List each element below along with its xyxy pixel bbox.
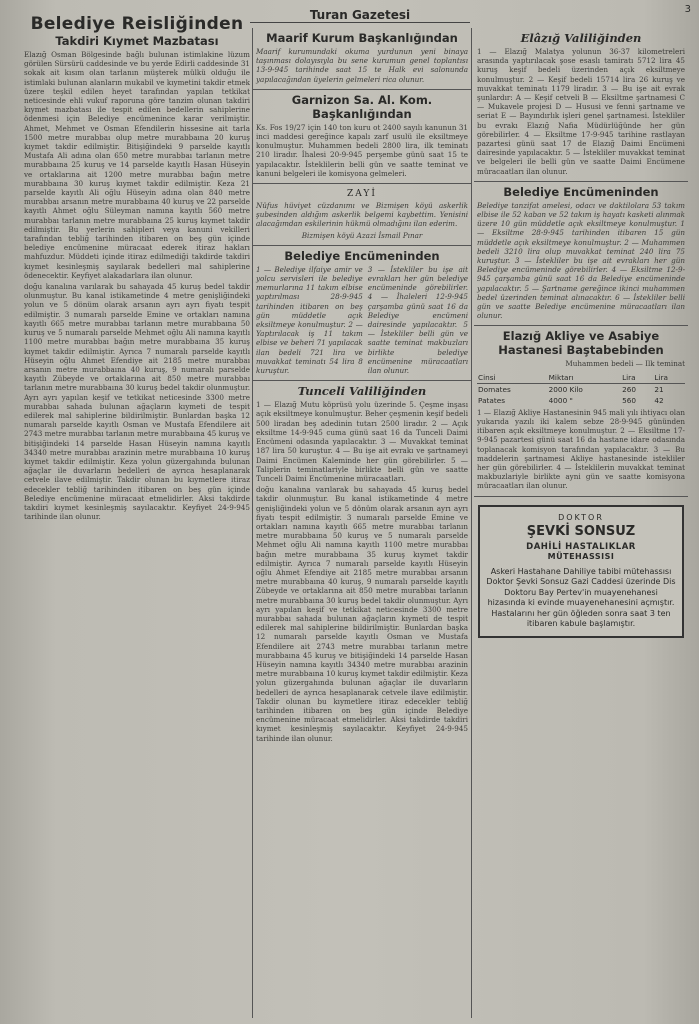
table-row — [477, 395, 685, 406]
ad-doctor-name: ŞEVKİ SONSUZ — [526, 523, 636, 539]
hastane-table — [477, 372, 685, 406]
elazig-valiligi-notice — [474, 28, 688, 182]
doctor-advertisement — [478, 505, 684, 638]
column-left — [24, 14, 250, 1014]
garnizon-title: Garnizon Sa. Al. Kom. Başkanlığından — [291, 92, 433, 121]
hastane-title: Elazığ Akliye ve Asabiye Hastanesi Baştabebinden — [498, 329, 664, 358]
belediye-encumen-notice-1 — [253, 246, 471, 381]
ad-specialist: MÜTEHASSISI — [547, 551, 615, 561]
garnizon-body: Ks. Fos 19/27 için 140 ton kuru ot 2400 sayılı kanunun 31 inci maddesi gereğince kapalı zarf usulü ile eksiltmeye konulmuştur. Muhammen bedeli 2800 lira, ilk teminatı 210 liradır. İhalesi 20-9-945 perşembe günü saat 15 te yapılacaktır. İsteklilerin belli gün ve saatte teminat ve kanuni belgeleri ile komisyona gelmeleri. — [256, 122, 468, 178]
page-number: 3 — [684, 4, 691, 15]
hastane-table-caption: Muhammen bedeli — Ilk teminat — [565, 359, 685, 369]
belediye-encumen-body-2: Belediye tanzifat amelesi, odacı ve daktilolara 53 takım elbise ile 52 kaban ve 52 takım iş hayatı kasketi alınmak üzere 10 gün müddetle açık eksiltmeye konulmuştur. 1 — Eksiltme 28-9-945 tarihinden itibaren 15 gün müddetle açık eksiltmeye konulmuştur. 2 — Muhammen bedeli 3210 lira olup muvakkat teminat 240 lira 75 kuruştur. 3 — İstekliler bu işe ait evrakları her gün Belediye encümeninde görebilirler. 4 — Eksiltme 12-9-945 çarşamba günü saat 16 da Belediye encümeninde yapılacaktır. 5 — Şartname gereğince ikinci muhammen bedel üzerinden teminat alınacaktır. 6 — İstekliler belli gün ve saatte Belediye encümenine müracaatları ilan olunur. — [477, 200, 685, 321]
masthead-title: Turan Gazetesi — [250, 8, 470, 23]
maarif-notice — [253, 28, 471, 90]
table-cell: 2000 Kilo — [548, 384, 583, 394]
table-header: Miktarı — [548, 372, 621, 384]
tunceli-body-cont: doğu kanalına varılarak bu sahayada 45 kuruş bedel takdir olunmuştur. Bu kanal istikametinde 4 metre genişliğindeki yolun ve 5 dönüm olarak arsanın ayrı ayrı fiyatı tespit edilmiştir. 3 numaralı parselde Emine ve ortakları namına kayıtlı 665 metre murabbaı tarlanın metre murabbaına 50 kuruş ve 5 numaralı parselde Mehmet oğlu Ali namına kayıtlı 1100 metre murabbaı bağın metre murabbaına 35 kuruş kıymet takdir edilmiştir. Ayrıca 7 numaralı parselde kayıtlı Hüseyin oğlu Ahmet Efendiye ait 2185 metre murabbaı arsanın metre murabbaına 40 kuruş, 9 numaralı parselde kayıtlı Zübeyde ve ortaklarına ait 850 metre murabbaı tarlanın metre murabbaına 30 kuruş bedel takdir olunmuştur. Ayrı ayrı yapılan keşif ve tetkikat neticesinde 3300 metre murabbaı sahada bulunan ağaçların kıymeti de tespit edilerek mal sahiplerine bildirilmiştir. Bunlardan başka 12 numaralı parselde kayıtlı Osman ve Mustafa Efendilere ait 2743 metre murabbaı tarlanın metre murabbaına 45 kuruş ve bitişiğindeki 14 parselde Hasan Hüseyin namına kayıtlı 34340 metre murabbaı arazinin metre murabbaına 10 kuruş kıymet takdir edilmiştir. Keza yolun güzergahında bulunan ağaçlar ile duvarların bedelleri de ayrıca hesaplanarak cetvele ilave edilmiştir. Takdir olunan bu kıymetlere itiraz edecekler tebliğ tarihinden itibaren on beş gün içinde Belediye encümenine müracaat etmelidirler. Aksi takdirde takdiri kıymet kesinleşmiş sayılacaktır. Keyfiyet 24-9-945 tarihinde ilan olunur. — [256, 485, 468, 743]
table-cell: 260 — [622, 384, 636, 394]
belediye-encumen-notice-2 — [474, 182, 688, 327]
table-header: Lira — [653, 372, 685, 384]
zayi-title: ZAYİ — [347, 189, 377, 200]
belediye-encumen-title-2: Belediye Encümeninden — [503, 184, 659, 199]
belediye-encumen-title-1: Belediye Encümeninden — [284, 248, 440, 263]
belediye-encumen-left: 1 — Belediye ilfaiye amir ve yolcu servisleri ile belediye memurlarına 11 takım elbise yaptırılması 28-9-945 tarihinden itibaren on beş gün müddetle açık eksiltmeye konulmuştur. 2 — Yaptırılacak iş 11 takım elbise ve beheri 71 yapılacak ilan bedeli 721 lira ve muvakkat teminatı 54 lira 8 kuruştur. — [256, 264, 363, 376]
ad-specialty: DAHİLİ HASTALIKLAR — [526, 541, 636, 552]
table-cell: 21 — [654, 384, 664, 394]
tunceli-title: Tunceli Valiliğinden — [297, 384, 427, 399]
zayi-notice — [253, 184, 471, 246]
column-middle — [252, 28, 472, 1018]
table-cell: Patates — [478, 395, 506, 405]
takdiri-kiymet-subtitle: Takdiri Kıymet Mazbatası — [55, 34, 219, 48]
ad-doctor-label: DOKTOR — [558, 512, 604, 522]
maarif-title: Maarif Kurum Başkanlığından — [266, 31, 458, 45]
ad-body: Askeri Hastahane Dahiliye tabibi mütehassısı Doktor Şevki Sonsuz Gazi Caddesi üzerinde Dis Doktoru Bay Pertev'in muayenehanesi hizasında ki evinde muayenehanesini açmıştır. Hastalarını her gün öğleden sonra saat 3 ten itibaren kabule başlamıştır. — [486, 566, 676, 629]
table-cell: 4000 " — [548, 395, 573, 405]
table-cell: Domates — [478, 384, 511, 394]
elazig-valiligi-title: Elâzığ Valiliğinden — [520, 31, 642, 45]
table-cell: 560 — [622, 395, 636, 405]
hastane-body: 1 — Elazığ Akliye Hastanesinin 945 mali yılı ihtiyacı olan yukarıda yazılı iki kalem sebze 28-9-945 gününden itibaren açık eksiltmeye konulmuştur. 2 — Eksiltme 17-9-945 pazartesi günü saat 16 da hastane idare odasında toplanacak komisyon tarafından yapılacaktır. 3 — Bu maddelerin şartnamesi Akliye hastanesinde istekliler her gün görebilirler. 4 — İsteklilerin muvakkat teminat makbuzlariyle birlikte ayni gün ve saatte komisyona müracaatları ilan olunur. — [477, 407, 685, 491]
table-header: Cinsi — [477, 372, 548, 384]
table-header: Lira — [621, 372, 653, 384]
belediye-reisligi-title: Belediye Reisliğinden — [30, 14, 244, 34]
elazig-valiligi-body: 1 — Elazığ Malatya yolunun 36-37 kilometreleri arasında yaptırılacak şose esaslı tamiratı 5712 lira 45 kuruş keşif bedeli üzerinden açık eksiltmeye konulmuştur. 2 — Keşif bedeli 15714 lira 26 kuruş ve muvakkat teminatı 1179 liradır. 3 — Bu işe ait evrak şunlardır: A — Keşif cetveli B — Eksiltme şartnamesi C — Mukavele projesi D — Hususi ve fenni şartname ve seriat E — Bayındırlık işleri genel şartnamesi. İstekliler bu evrakı Elazığ Nafia Müdürlüğünde her gün görebilirler. 4 — Eksiltme 17-9-945 tarihine rastlayan pazartesi günü saat 17 de Elazığ Daimi Encümeni dairesinde yapılacaktır. 5 — İstekliler muvakkat teminat ve belgeleri ile belli gün ve saatte Daimi Encümene müracaatları ilan olunur. — [477, 47, 685, 176]
takdiri-kiymet-body: Elazığ Osman Bölgesinde bağlı bulunan istimlakine lüzum görülen Sürsürü caddesinde ve bu yerde Edirli caddesinde 31 sokak ait kısım olan tarlanın müşterek mülkü olduğu ile istimlaki bulunan alanların mukabil ve kıymetini takdir etmek üzere teşkil edilen heyet tarafından yapılan tetkikat neticesinde ehli vukuf raporuna göre tanzim olunan takdiri kıymet mazbatası ile tespit edilen bedellerin sahiplerine ödenmesi için Belediye encümenince karar verilmiştir. Ahmet, Mehmet ve Osman Efendilerin hissesine ait tarla 1500 metre murabbaı olup metre murabbaına 20 kuruş kıymet takdir edilmiştir. Bitişiğindeki 9 parselde kayıtlı Mustafa Ali adına olan 650 metre murabbaı tarlanın metre murabbaına 25 kuruş ve 14 parselde kayıtlı Hasan Hüseyin ve ortaklarına ait 1200 metre murabbaı bağın metre murabbaına 30 kuruş kıymet takdir edilmiştir. Keza 21 parselde kayıtlı Ali oğlu Hüseyin adına olan 840 metre murabbaı arsanın metre murabbaına 40 kuruş ve 22 parselde kayıtlı Ahmet oğlu Süleyman namına kayıtlı 560 metre murabbaı tarlanın metre murabbaına 25 kuruş kıymet takdir edilmiştir. Bu yerlerin sahipleri veya kanuni vekilleri tarafından tebliğ tarihinden itibaren on beş gün içinde belediye encümenine müracaat ederek itiraz hakları mahfuzdur. Müddeti içinde itiraz edilmediği takdirde takdiri kıymet kesinleşmiş sayılarak bedelleri mal sahiplerine ödenecektir. Keyfiyet alakadarlara ilan olunur. — [24, 50, 250, 280]
table-cell: 42 — [654, 395, 664, 405]
hastane-notice — [474, 326, 688, 496]
garnizon-notice — [253, 90, 471, 184]
zayi-body: Nüfus hüviyet cüzdanımı ve Bizmişen köyü askerlik şubesinden aldığım askerlik belgemi kaybettim. Yenisini alacağımdan eskilerinin hükmü olmadığını ilan ederim. — [256, 201, 468, 229]
column-right — [474, 28, 688, 1018]
maarif-body: Maarif kurumundaki okuma yurdunun yeni binaya taşınması dolayısıyla bu sene kurumun genel toplantısı 13-9-945 tarihinde saat 15 te Halk evi salonunda yapılacağından üyelerin gelmeleri rica olunur. — [256, 47, 468, 84]
takdiri-kiymet-body-cont: doğu kanalına varılarak bu sahayada 45 kuruş bedel takdir olunmuştur. Bu kanal istikametinde 4 metre genişliğindeki yolun ve 5 dönüm olarak arsanın ayrı ayrı fiyatı tespit edilmiştir. 3 numaralı parselde Emine ve ortakları namına kayıtlı 665 metre murabbaı tarlanın metre murabbaına 50 kuruş ve 5 numaralı parselde Mehmet oğlu Ali namına kayıtlı 1100 metre murabbaı bağın metre murabbaına 35 kuruş kıymet takdir edilmiştir. Ayrıca 7 numaralı parselde kayıtlı Hüseyin oğlu Ahmet Efendiye ait 2185 metre murabbaı arsanın metre murabbaına 40 kuruş, 9 numaralı parselde kayıtlı Zübeyde ve ortaklarına ait 850 metre murabbaı tarlanın metre murabbaına 30 kuruş bedel takdir olunmuştur. Ayrı ayrı yapılan keşif ve tetkikat neticesinde 3300 metre murabbaı sahada bulunan ağaçların kıymeti de tespit edilerek mal sahiplerine bildirilmiştir. Bunlardan başka 12 numaralı parselde kayıtlı Osman ve Mustafa Efendilere ait 2743 metre murabbaı tarlanın metre murabbaına 45 kuruş ve bitişiğindeki 14 parselde Hasan Hüseyin namına kayıtlı 34340 metre murabbaı arazinin metre murabbaına 10 kuruş kıymet takdir edilmiştir. Keza yolun güzergahında bulunan ağaçlar ile duvarların bedelleri de ayrıca hesaplanarak cetvele ilave edilmiştir. Takdir olunan bu kıymetlere itiraz edecekler tebliğ tarihinden itibaren on beş gün içinde Belediye encümenine müracaat etmelidirler. Aksi takdirde takdiri kıymet kesinleşmiş sayılacaktır. Keyfiyet 24-9-945 tarihinde ilan olunur. — [24, 282, 250, 522]
zayi-signature: Bizmişen köyü Azazi İsmail Pınar — [301, 230, 423, 240]
tunceli-notice — [253, 381, 471, 748]
table-row — [477, 383, 685, 395]
tunceli-body: 1 — Elazığ Mutu köprüsü yolu üzerinde 5. Çeşme inşası açık eksiltmeye konulmuştur. Beher çeşmenin keşif bedeli 500 liradan beş adedinin tutarı 2500 liradır. 2 — Açık eksiltme 14-9-945 cuma günü saat 16 da Tunceli Daimi Encümeni odasında yapılacaktır. 3 — Muvakkat teminat 187 lira 50 kuruştur. 4 — Bu işe ait evrakı ve şartnameyi Daimi Encümen Kaleminde her gün görebilirler. 5 — Taliplerin teminatlariyle birlikte belli gün ve saatte Tunceli Daimi Encümenine müracaatları. — [256, 400, 468, 483]
belediye-encumen-right: 3 — İstekliler bu işe ait evrakları her gün belediye encümeninde görebilirler. 4 — İhaleleri 12-9-945 çarşamba günü saat 16 da Belediye encümeni dairesinde yapılacaktır. 5 — İstekliler belli gün ve saatte teminat makbuzları birlikte belediye encümenine müracaatları ilan olunur. — [367, 264, 468, 376]
